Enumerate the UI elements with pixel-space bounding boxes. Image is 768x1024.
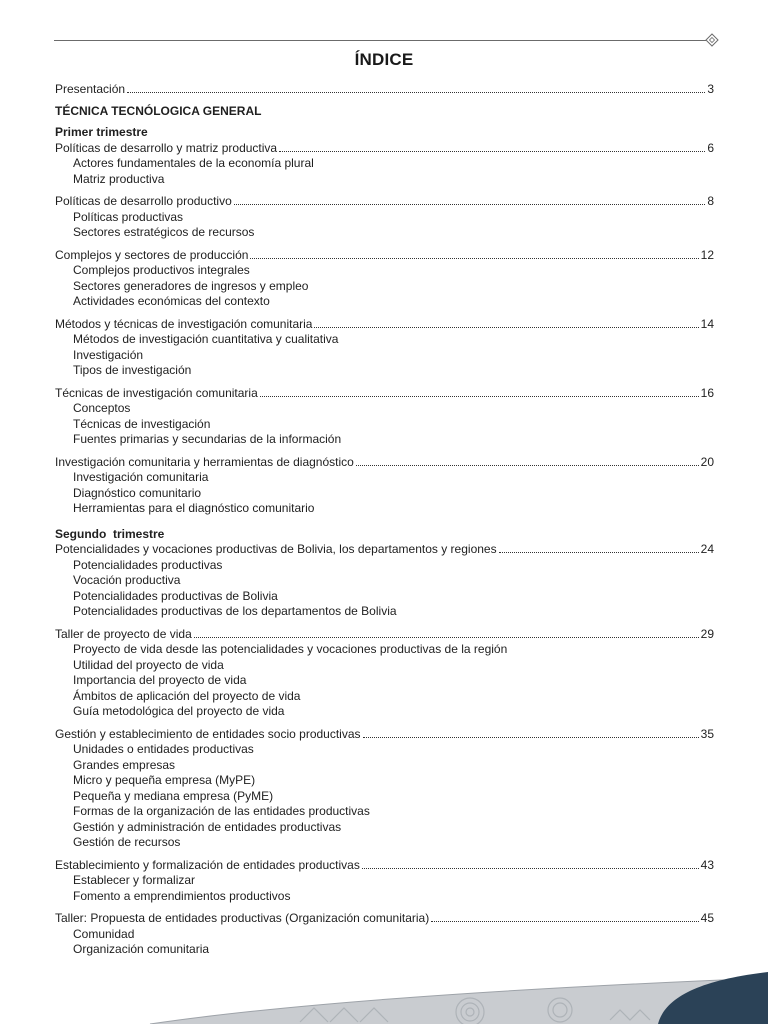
dot-leader [356, 465, 699, 466]
toc-subitem: Investigación [73, 347, 144, 362]
toc-entry-label: Gestión y establecimiento de entidades socio productivas [55, 726, 361, 741]
toc-entry[interactable] [55, 141, 714, 157]
toc-entry-page: 35 [700, 726, 714, 741]
toc-entry-label: Complejos y sectores de producción [55, 247, 249, 262]
toc-entry-page: 8 [707, 194, 714, 208]
toc-entry-page: 16 [700, 385, 714, 400]
toc-entry-label: Políticas de desarrollo productivo [55, 194, 232, 208]
toc-subitem: Vocación productiva [73, 573, 181, 587]
toc-subitem: Ámbitos de aplicación del proyecto de vida [73, 688, 301, 703]
toc-entry-page: 45 [700, 911, 714, 925]
toc-subitem: Actividades económicas del contexto [73, 294, 270, 308]
dot-leader [499, 552, 699, 553]
toc-subitem: Grandes empresas [73, 757, 176, 772]
toc-subitem: Micro y pequeña empresa (MyPE) [73, 773, 256, 787]
toc-entry[interactable] [55, 248, 714, 264]
diamond-ornament-icon [705, 33, 719, 47]
toc-entry-label: Potencialidades y vocaciones productivas de Bolivia, los departamentos y regiones [55, 542, 497, 556]
toc-entry-page: 14 [700, 316, 714, 331]
toc-subitem: Políticas productivas [73, 209, 184, 224]
toc-subitem: Potencialidades productivas de los departamentos de Bolivia [73, 604, 397, 618]
toc-subitem: Organización comunitaria [73, 942, 210, 956]
toc-subitem: Comunidad [73, 926, 135, 941]
toc-entry-page: 24 [700, 542, 714, 556]
dot-leader [250, 258, 698, 259]
toc-subitem: Métodos de investigación cuantitativa y cualitativa [73, 332, 339, 346]
toc-entry[interactable] [55, 317, 714, 333]
section-heading: TÉCNICA TECNÓLOGICA GENERAL [55, 103, 262, 118]
toc-entry-label: Métodos y técnicas de investigación comunitaria [55, 316, 313, 331]
toc-subitem: Investigación comunitaria [73, 470, 209, 484]
toc-entry[interactable] [55, 455, 714, 471]
dot-leader [234, 204, 706, 205]
term-heading: Primer trimestre [55, 125, 148, 139]
dot-leader [362, 868, 699, 869]
toc-subitem: Unidades o entidades productivas [73, 742, 254, 756]
toc-subitem: Herramientas para el diagnóstico comunitario [73, 501, 315, 515]
toc-entry-label: Políticas de desarrollo y matriz productiva [55, 140, 278, 155]
toc-subitem: Sectores estratégicos de recursos [73, 225, 255, 239]
toc-entry[interactable] [55, 911, 714, 927]
toc-entry[interactable] [55, 542, 714, 558]
toc-entry-page: 20 [700, 454, 714, 469]
toc-subitem: Formas de la organización de las entidades productivas [73, 804, 370, 818]
toc-entry-label: Investigación comunitaria y herramientas de diagnóstico [55, 454, 354, 469]
toc-subitem: Potencialidades productivas de Bolivia [73, 588, 278, 603]
toc-entry[interactable] [55, 727, 714, 743]
header-rule [54, 40, 706, 41]
toc-entry[interactable] [55, 627, 714, 643]
toc-entry-label: Establecimiento y formalización de entidades productivas [55, 857, 360, 872]
toc-subitem: Proyecto de vida desde las potencialidades y vocaciones productivas de la región [73, 642, 508, 656]
toc-entry-label: Presentación [55, 82, 126, 96]
toc-subitem: Tipos de investigación [73, 363, 192, 377]
toc-subitem: Gestión y administración de entidades productivas [73, 819, 342, 834]
toc-entry[interactable] [55, 858, 714, 874]
dot-leader [314, 327, 698, 328]
dot-leader [127, 92, 705, 93]
toc-subitem: Matriz productiva [73, 171, 165, 186]
toc-subitem: Establecer y formalizar [73, 873, 196, 887]
toc-subitem: Técnicas de investigación [73, 416, 211, 431]
dot-leader [363, 737, 699, 738]
toc-entry[interactable] [55, 194, 714, 210]
toc-subitem: Gestión de recursos [73, 835, 181, 849]
toc-entry-presentation[interactable] [55, 82, 714, 98]
toc-subitem: Utilidad del proyecto de vida [73, 657, 224, 672]
toc-subitem: Fomento a emprendimientos productivos [73, 888, 291, 903]
toc-entry-label: Técnicas de investigación comunitaria [55, 385, 258, 400]
toc-subitem: Fuentes primarias y secundarias de la información [73, 432, 342, 446]
toc-entry-page: 3 [707, 82, 714, 96]
toc-entry[interactable] [55, 386, 714, 402]
toc-subitem: Actores fundamentales de la economía plural [73, 156, 314, 170]
toc-subitem: Complejos productivos integrales [73, 263, 250, 277]
toc-subitem: Potencialidades productivas [73, 557, 223, 572]
toc-subitem: Conceptos [73, 401, 131, 415]
table-of-contents [55, 82, 714, 958]
toc-subitem: Sectores generadores de ingresos y empleo [73, 278, 309, 293]
decorative-footer-band [0, 962, 768, 1024]
dot-leader [431, 921, 698, 922]
toc-entry-page: 43 [700, 857, 714, 872]
toc-entry-page: 12 [700, 247, 714, 262]
toc-subitem: Diagnóstico comunitario [73, 485, 202, 500]
page-title: ÍNDICE [354, 50, 414, 69]
dot-leader [194, 637, 699, 638]
toc-subitem: Importancia del proyecto de vida [73, 673, 247, 687]
toc-entry-page: 29 [700, 626, 714, 641]
toc-entry-label: Taller: Propuesta de entidades productivas (Organización comunitaria) [55, 911, 430, 925]
toc-subitem: Guía metodológica del proyecto de vida [73, 704, 285, 718]
toc-entry-label: Taller de proyecto de vida [55, 626, 192, 641]
toc-entry-page: 6 [707, 140, 714, 155]
dot-leader [260, 396, 699, 397]
dot-leader [279, 151, 705, 152]
term-heading: Segundo trimestre [55, 526, 165, 541]
toc-subitem: Pequeña y mediana empresa (PyME) [73, 788, 274, 803]
